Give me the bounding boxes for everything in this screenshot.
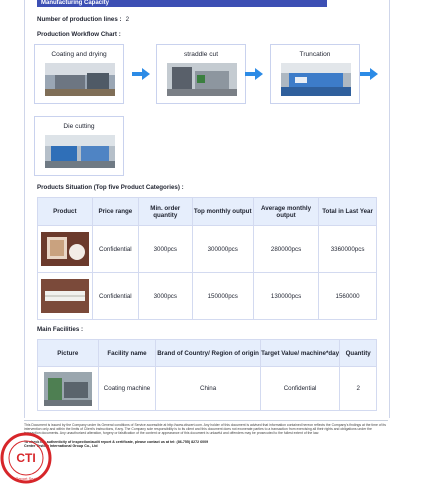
svg-text:Report Seal: Report Seal — [15, 476, 37, 481]
table-cell: 150000pcs — [192, 273, 253, 320]
table-header-cell: Facility name — [98, 340, 156, 367]
workflow-step-label: Die cutting — [63, 123, 95, 130]
table-cell: 1560000 — [319, 273, 377, 320]
section-header-bar: Manufacturing Capacity — [37, 0, 327, 7]
report-footer — [24, 420, 388, 480]
table-cell: 3000pcs — [139, 226, 193, 273]
workflow-step-label: straddle cut — [183, 51, 219, 58]
workflow-step-label: Truncation — [299, 51, 331, 58]
products-title: Products Situation (Top five Product Categories) : — [37, 184, 184, 191]
products-table — [37, 197, 377, 320]
footer-divider — [24, 420, 388, 421]
table-header-row — [38, 198, 377, 226]
product-photo — [41, 279, 89, 313]
table-cell: Confidential — [92, 273, 138, 320]
table-header-cell: Brand of Country/ Region of origin — [156, 340, 260, 367]
table-cell: China — [156, 367, 260, 411]
product-image-cell — [38, 226, 93, 273]
product-image-cell — [38, 273, 93, 320]
facility-photo — [44, 372, 92, 406]
footer-company: Centre Testing International Group Co., Ltd — [24, 443, 98, 448]
table-cell: 280000pcs — [253, 226, 318, 273]
table-header-cell: Average monthly output — [253, 198, 318, 226]
workflow-step-coating — [34, 44, 124, 104]
arrow-right-icon — [360, 68, 378, 80]
table-cell: Confidential — [92, 226, 138, 273]
table-header-cell: Target Value/ machine*day — [260, 340, 340, 367]
table-header-cell: Price range — [92, 198, 138, 226]
production-lines-row — [37, 16, 129, 23]
table-row — [38, 226, 377, 273]
production-lines-value: 2 — [125, 16, 130, 23]
straddle-cut-photo — [167, 63, 237, 96]
table-header-cell: Total in Last Year — [319, 198, 377, 226]
facilities-title: Main Facilities : — [37, 326, 84, 333]
arrow-right-icon — [132, 68, 150, 80]
arrow-right-icon — [245, 68, 263, 80]
facility-image-cell — [38, 367, 99, 411]
table-header-cell: Min. order quantity — [139, 198, 193, 226]
table-cell: 300000pcs — [192, 226, 253, 273]
table-header-cell: Top monthly output — [192, 198, 253, 226]
cti-seal-stamp — [0, 432, 52, 484]
workflow-step-die-cutting — [34, 116, 124, 176]
report-page — [24, 0, 390, 418]
coating-line-photo — [45, 63, 115, 96]
workflow-step-straddle-cut — [156, 44, 246, 104]
table-header-cell: Product — [38, 198, 93, 226]
table-row — [38, 367, 377, 411]
table-header-row — [38, 340, 377, 367]
workflow-step-truncation — [270, 44, 360, 104]
table-cell: Coating machine — [98, 367, 156, 411]
svg-text:CTI: CTI — [16, 451, 36, 465]
table-cell: 3360000pcs — [319, 226, 377, 273]
table-cell: 130000pcs — [253, 273, 318, 320]
workflow-title: Production Workflow Chart : — [37, 31, 121, 38]
truncation-photo — [281, 63, 351, 96]
footer-verify: To check the authenticity of inspection/audit report & certificate, please contact us at tel: (86-755) 8272 6009 — [24, 439, 209, 444]
footer-disclaimer: This Document is issued by the Company under its General conditions of Service accessible at http://www.ctiscert.com. Any holder of this document is advised that information contained hereon reflects the Company's findings at the time of its intervention only and within the limits of Client's instructions, if any. The Company sole responsibility is to its client and this document does not exonerate parties to a transaction from exercising all their rights and obligations under the transaction documents. Any unauthorized alteration, forgery or falsification of the content or appearance of this document is unlawful and offenders may be prosecuted to the fullest extent of the law. — [24, 423, 386, 436]
table-cell: 3000pcs — [139, 273, 193, 320]
table-cell: 2 — [340, 367, 377, 411]
workflow-step-label: Coating and drying — [51, 51, 107, 58]
production-lines-label: Number of production lines : — [37, 16, 122, 23]
product-photo — [41, 232, 89, 266]
table-header-cell: Picture — [38, 340, 99, 367]
table-row — [38, 273, 377, 320]
table-cell: Confidential — [260, 367, 340, 411]
table-header-cell: Quantity — [340, 340, 377, 367]
facilities-table — [37, 339, 377, 411]
die-cutting-photo — [45, 135, 115, 168]
